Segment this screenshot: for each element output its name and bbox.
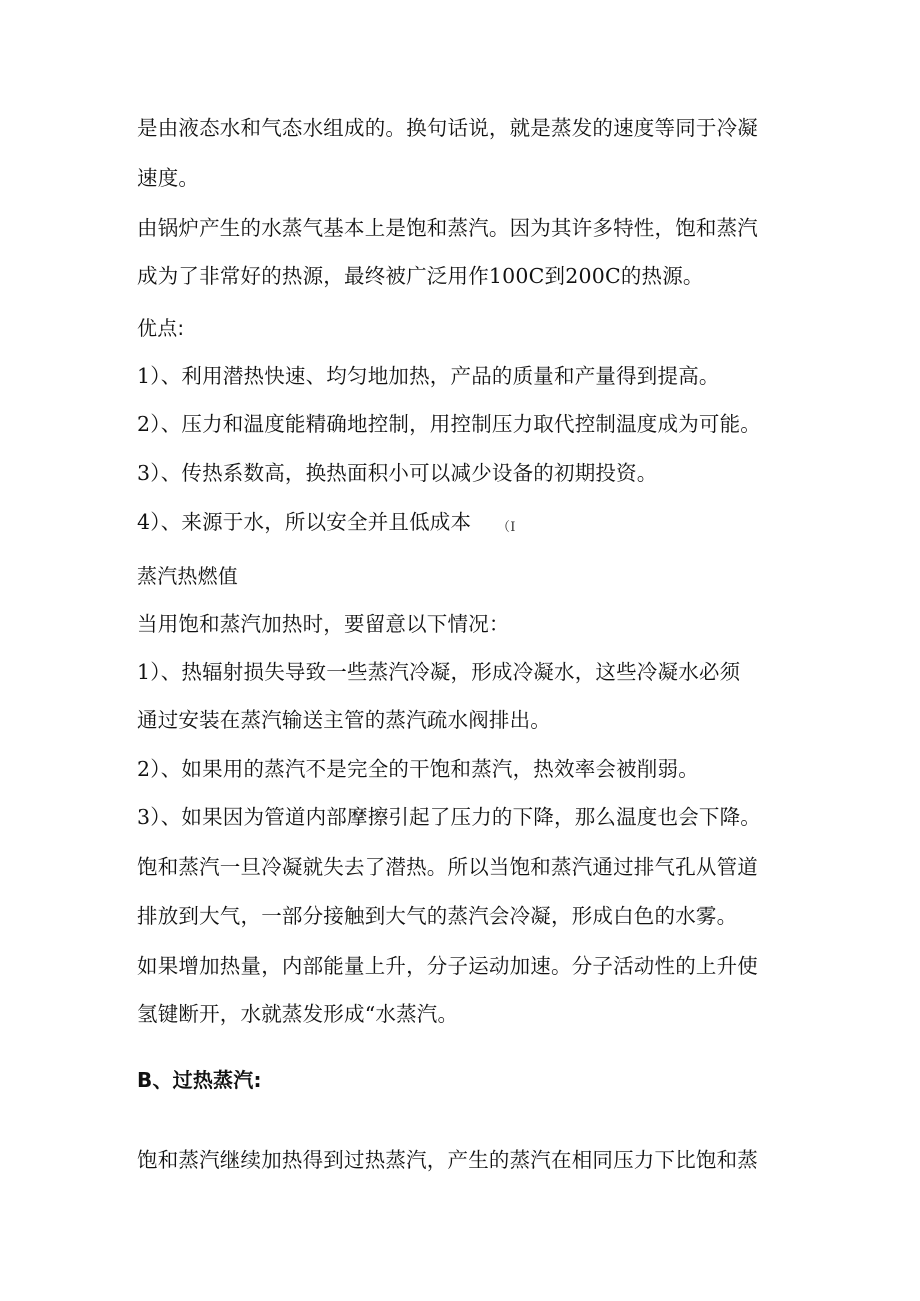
- paragraph-line: 排放到大气，一部分接触到大气的蒸汽会冷凝，形成白色的水雾。: [137, 904, 738, 928]
- paragraph-line: 氢键断开，水就蒸发形成“水蒸汽。: [137, 1002, 459, 1026]
- footnote-marker: （I: [497, 520, 516, 535]
- paragraph-line: 饱和蒸汽一旦冷凝就失去了潜热。所以当饱和蒸汽通过排气孔从管道: [137, 855, 758, 879]
- paragraph-line: 由锅炉产生的水蒸气基本上是饱和蒸汽。因为其许多特性，饱和蒸汽: [137, 216, 758, 240]
- paragraph-line: 速度。: [137, 166, 200, 190]
- list-item: 1）、热辐射损失导致一些蒸汽冷凝，形成冷凝水，这些冷凝水必须: [137, 660, 741, 684]
- list-item: 4）、来源于水，所以安全并且低成本: [137, 510, 472, 534]
- paragraph-line: 成为了非常好的热源，最终被广泛用作100C到200C的热源。: [137, 264, 704, 288]
- list-item-continuation: 通过安装在蒸汽输送主管的蒸汽疏水阀排出。: [137, 708, 551, 732]
- section-heading-superheated-steam: B、过热蒸汽:: [137, 1068, 262, 1092]
- paragraph-line: 饱和蒸汽继续加热得到过热蒸汽，产生的蒸汽在相同压力下比饱和蒸: [137, 1148, 758, 1172]
- list-item: 3）、如果因为管道内部摩擦引起了压力的下降，那么温度也会下降。: [137, 805, 761, 829]
- list-item: 2）、如果用的蒸汽不是完全的干饱和蒸汽，热效率会被削弱。: [137, 757, 699, 781]
- list-item: 2）、压力和温度能精确地控制，用控制压力取代控制温度成为可能。: [137, 412, 761, 436]
- paragraph-line: 如果增加热量，内部能量上升，分子运动加速。分子活动性的上升使: [137, 954, 758, 978]
- list-item: 1）、利用潜热快速、均匀地加热，产品的质量和产量得到提高。: [137, 364, 720, 388]
- list-item: 3）、传热系数高，换热面积小可以减少设备的初期投资。: [137, 461, 658, 485]
- paragraph-line: 是由液态水和气态水组成的。换句话说，就是蒸发的速度等同于冷凝: [137, 116, 758, 140]
- section-heading-steam-heat-value: 蒸汽热燃值: [137, 564, 238, 588]
- section-heading-advantages: 优点:: [137, 316, 185, 340]
- paragraph-line: 当用饱和蒸汽加热时，要留意以下情况：: [137, 612, 510, 636]
